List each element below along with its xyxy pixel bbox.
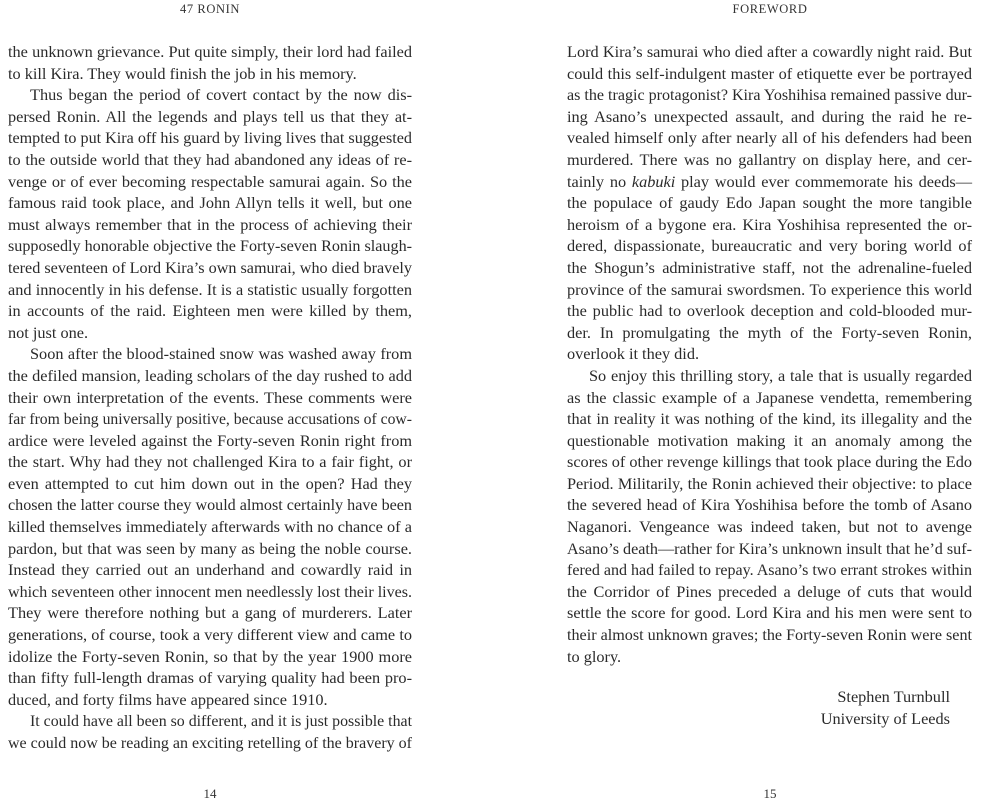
text-line: that in reality it was nothing of the kind, its illegality and the [567,409,972,429]
page-body-text [8,41,412,754]
text-line: the defiled mansion, leading scholars of the day rushed to add [8,365,412,385]
text-line: supposedly honorable objective the Forty-seven Ronin slaugh- [8,236,412,256]
text-line: chosen the latter course they would almost certainly have been [8,495,412,515]
text-line: the unknown grievance. Put quite simply, their lord had failed [8,42,412,61]
text-line: Asano’s death—rather for Kira’s unknown insult that he’d suf- [567,538,972,558]
text-line: to glory. [567,646,622,666]
text-line: their own interpretation of the events. These comments were [8,387,412,407]
text-line: fered and had failed to repay. Asano’s two errant strokes within [567,560,972,580]
text-line: and innocently in his defense. It is a statistic usually forgotten [8,279,412,299]
text-line: must always remember that in the process of achieving their [8,214,412,234]
text-line: ardice were leveled against the Forty-seven Ronin right from [8,430,412,450]
text-line: generations, of course, took a very different view and came to [8,625,412,645]
text-line: murdered. There was no gallantry on display here, and cer- [567,149,972,169]
text-line: could this self-indulgent master of etiquette ever be portrayed [567,63,972,83]
text-line: It could have all been so different, and it is just possible that [30,711,412,731]
text-line: Lord Kira’s samurai who died after a cowardly night raid. But [567,42,972,61]
author-name: Stephen Turnbull [837,687,950,706]
text-line: Naganori. Vengeance was indeed taken, but not to avenge [567,517,972,537]
text-line: Instead they carried out an underhand and cowardly raid in [8,560,412,580]
text-line: the Shogun’s administrative staff, not the adrenaline-fueled [567,257,972,277]
text-line: we could now be reading an exciting retelling of the bravery of [8,733,412,752]
signature-block [821,686,950,729]
page-number: 15 [763,786,777,801]
text-line: vealed himself only after nearly all of his defenders had been [567,128,972,148]
text-line: der. In promulgating the myth of the Forty-seven Ronin, [567,322,972,342]
text-line: scores of other revenge killings that took place during the Edo [567,452,972,472]
page-number: 14 [203,786,217,801]
text-line: their almost unknown graves; the Forty-seven Ronin were sent [567,625,972,645]
text-line: famous raid took place, and John Allyn tells it well, but one [8,193,412,213]
text-line: They were therefore nothing but a gang of murderers. Later [8,603,412,623]
right-page [500,0,1000,807]
text-line: which seventeen other innocent men needlessly lost their lives. [8,581,412,601]
page-body-text [567,41,972,667]
text-line: pardon, but that was seen by many as being the noble course. [8,538,412,558]
running-head: FOREWORD [732,2,808,16]
text-line: the start. Why had they not challenged Kira to a fair fight, or [8,452,412,472]
text-line: tempted to put Kira off his guard by living lives that suggested [8,128,412,148]
text-line: Period. Militarily, the Ronin achieved their objective: to place [567,473,972,493]
text-line: Soon after the blood-stained snow was washed away from [30,344,412,364]
text-line: dered, dispassionate, bureaucratic and very boring world of [567,236,972,256]
text-line: the Corridor of Pines preceded a deluge of cuts that would [567,581,972,601]
text-line: venge or of ever becoming respectable samurai again. So the [8,171,412,191]
text-line: the public had to overlook deception and cold-blooded mur- [567,301,972,321]
text-line [567,171,972,193]
text-line: to kill Kira. They would finish the job in his memory. [8,63,357,83]
text-line: province of the samurai swordsmen. To experience this world [567,279,972,299]
text-line: the populace of gaudy Edo Japan sought the more tangible [567,193,972,213]
text-line: than fifty full-length dramas of varying quality had been pro- [8,668,412,688]
text-line: questionable motivation making it an anomaly among the [567,430,972,450]
text-line: heroism of a bygone era. Kira Yoshihisa represented the or- [567,214,972,234]
text-span: play would ever commemorate his deeds— [675,171,972,191]
text-line: duced, and forty films have appeared since 1910. [8,689,328,709]
running-head: 47 RONIN [179,2,240,16]
text-line: as the tragic protagonist? Kira Yoshihisa remained passive dur- [567,85,972,105]
text-line: idolize the Forty-seven Ronin, so that by the year 1900 more [8,646,412,666]
text-line: ing Asano’s unexpected assault, and during the raid he re- [567,106,972,126]
text-line: even attempted to cut him down out in the open? Had they [8,473,412,493]
text-line: overlook it they did. [567,344,700,364]
text-line: far from being universally positive, because accusations of cow- [8,409,412,429]
italic-term: kabuki [631,171,676,191]
text-line: persed Ronin. All the legends and plays tell us that they at- [8,106,412,126]
text-span: tainly no [567,171,632,191]
text-line: the severed head of Kira Yoshihisa before the tomb of Asano [567,495,972,515]
text-line: Thus began the period of covert contact by the now dis- [30,85,412,105]
text-line: not just one. [8,322,89,342]
text-line: to the outside world that they had abandoned any ideas of re- [8,149,412,169]
text-line: as the classic example of a Japanese vendetta, remembering [567,387,972,407]
text-line: So enjoy this thrilling story, a tale that is usually regarded [589,365,972,385]
text-line: killed themselves immediately afterwards with no chance of a [8,517,412,537]
text-line: settle the score for good. Lord Kira and his men were sent to [567,603,972,623]
author-affiliation: University of Leeds [820,708,950,728]
text-line: tered seventeen of Lord Kira’s own samurai, who died bravely [8,257,412,277]
text-line: in accounts of the raid. Eighteen men were killed by them, [8,301,412,321]
